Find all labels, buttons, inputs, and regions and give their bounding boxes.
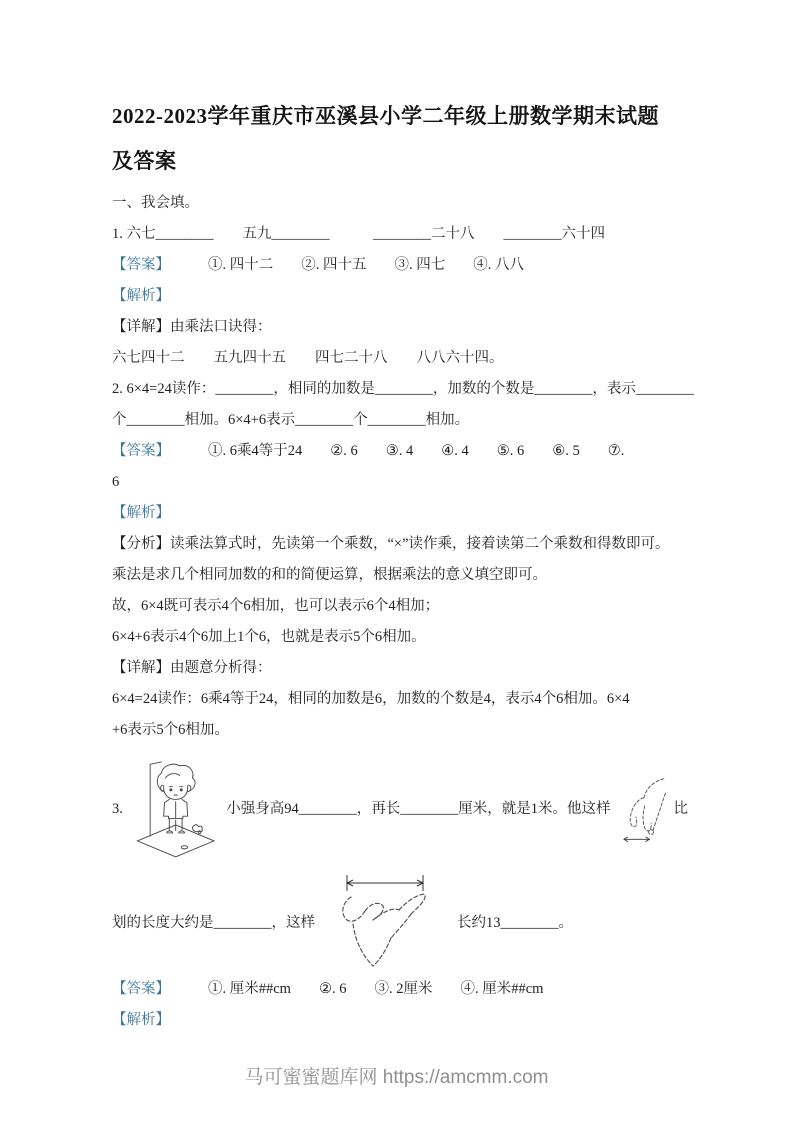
answer-label: 【答案】 <box>112 981 170 997</box>
answer-label: 【答案】 <box>112 443 170 459</box>
hand-span-illustration <box>327 873 445 973</box>
answer-item: ②. 6 <box>318 981 347 997</box>
question-3-text-4: 长约13________。 <box>457 914 573 931</box>
answer-item: ①. 四十二 <box>208 257 274 273</box>
analysis-label: 【解析】 <box>112 1012 170 1028</box>
analysis-label: 【解析】 <box>112 288 170 304</box>
page-title <box>112 94 688 184</box>
question-2-detail-heading: 【详解】由题意分析得： <box>112 660 272 676</box>
question-2-answer-row <box>112 436 688 467</box>
title-line-1: 2022-2023学年重庆市巫溪县小学二年级上册数学期末试题 <box>112 104 659 128</box>
question-2-analysis-line2: 乘法是求几个相同加数的和的简便运算，根据乘法的意义填空即可。 <box>112 567 547 583</box>
answer-item: ⑦. <box>607 443 625 459</box>
document-content <box>112 94 694 1036</box>
question-3-text-2: 比 <box>673 800 688 817</box>
analysis-label: 【解析】 <box>112 505 170 521</box>
answer-item: ④. 厘米##cm <box>460 981 544 997</box>
question-3-text-3: 划的长度大约是________，这样 <box>112 914 315 931</box>
question-3-text-1: 小强身高94________，再长________厘米，就是1米。他这样 <box>226 800 611 817</box>
section-heading: 一、我会填。 <box>112 195 199 211</box>
answer-item: ③. 四七 <box>394 257 446 273</box>
question-2-text-line1: 2. 6×4=24读作：________，相同的加数是________，加数的个数是________，表示________ <box>112 381 694 397</box>
analysis-label-row <box>112 498 688 529</box>
answer-item: ④. 八八 <box>473 257 524 273</box>
question-3-row-1 <box>112 746 688 872</box>
question-1-detail-line: 六七四十二 五九四十五 四七二十八 八八六十四。 <box>112 350 504 366</box>
answer-item: ⑤. 6 <box>496 443 525 459</box>
question-1-detail-heading: 【详解】由乘法口诀得： <box>112 319 272 335</box>
question-2-analysis-line1: 【分析】读乘法算式时，先读第一个乘数，“×”读作乘，接着读第二个乘数和得数即可。 <box>112 536 670 552</box>
answer-item: ②. 6 <box>330 443 358 459</box>
answer-label: 【答案】 <box>112 257 170 273</box>
question-2-text-line2: 个________相加。6×4+6表示________个________相加。 <box>112 412 470 428</box>
question-2-analysis-line4: 6×4+6表示4个6加上1个6，也就是表示5个6相加。 <box>112 629 426 645</box>
answer-item: ①. 厘米##cm <box>208 981 291 997</box>
question-3-number: 3. <box>112 800 123 817</box>
answer-item: ②. 四十五 <box>301 257 367 273</box>
answer-item: ④. 4 <box>441 443 469 459</box>
answer-item: ⑥. 5 <box>552 443 580 459</box>
question-2-detail-line1: 6×4=24读作：6乘4等于24，相同的加数是6，加数的个数是4，表示4个6相加。6×4 <box>112 691 630 707</box>
analysis-label-row <box>112 281 688 312</box>
question-1-answer-row <box>112 250 688 281</box>
question-2-analysis-line3: 故，6×4既可表示4个6相加，也可以表示6个4相加； <box>112 598 440 614</box>
footer-watermark: 马可蜜蜜题库网 https://amcmm.com <box>244 1067 549 1088</box>
answer-item: ③. 2厘米 <box>374 981 433 997</box>
question-2-detail-line2: +6表示5个6相加。 <box>112 722 229 738</box>
question-1-text: 1. 六七________ 五九________ ________二十八 ________六十四 <box>112 226 605 242</box>
finger-gap-illustration <box>616 765 667 853</box>
boy-height-illustration <box>135 747 216 871</box>
answer-item: ①. 6乘4等于24 <box>208 443 303 459</box>
question-3-answer-row <box>112 974 688 1005</box>
title-line-2: 及答案 <box>112 149 177 173</box>
analysis-label-row <box>112 1005 688 1036</box>
question-2-answer-wrap: 6 <box>112 474 120 490</box>
answer-item: ③. 4 <box>385 443 414 459</box>
question-3-row-2 <box>112 872 688 974</box>
